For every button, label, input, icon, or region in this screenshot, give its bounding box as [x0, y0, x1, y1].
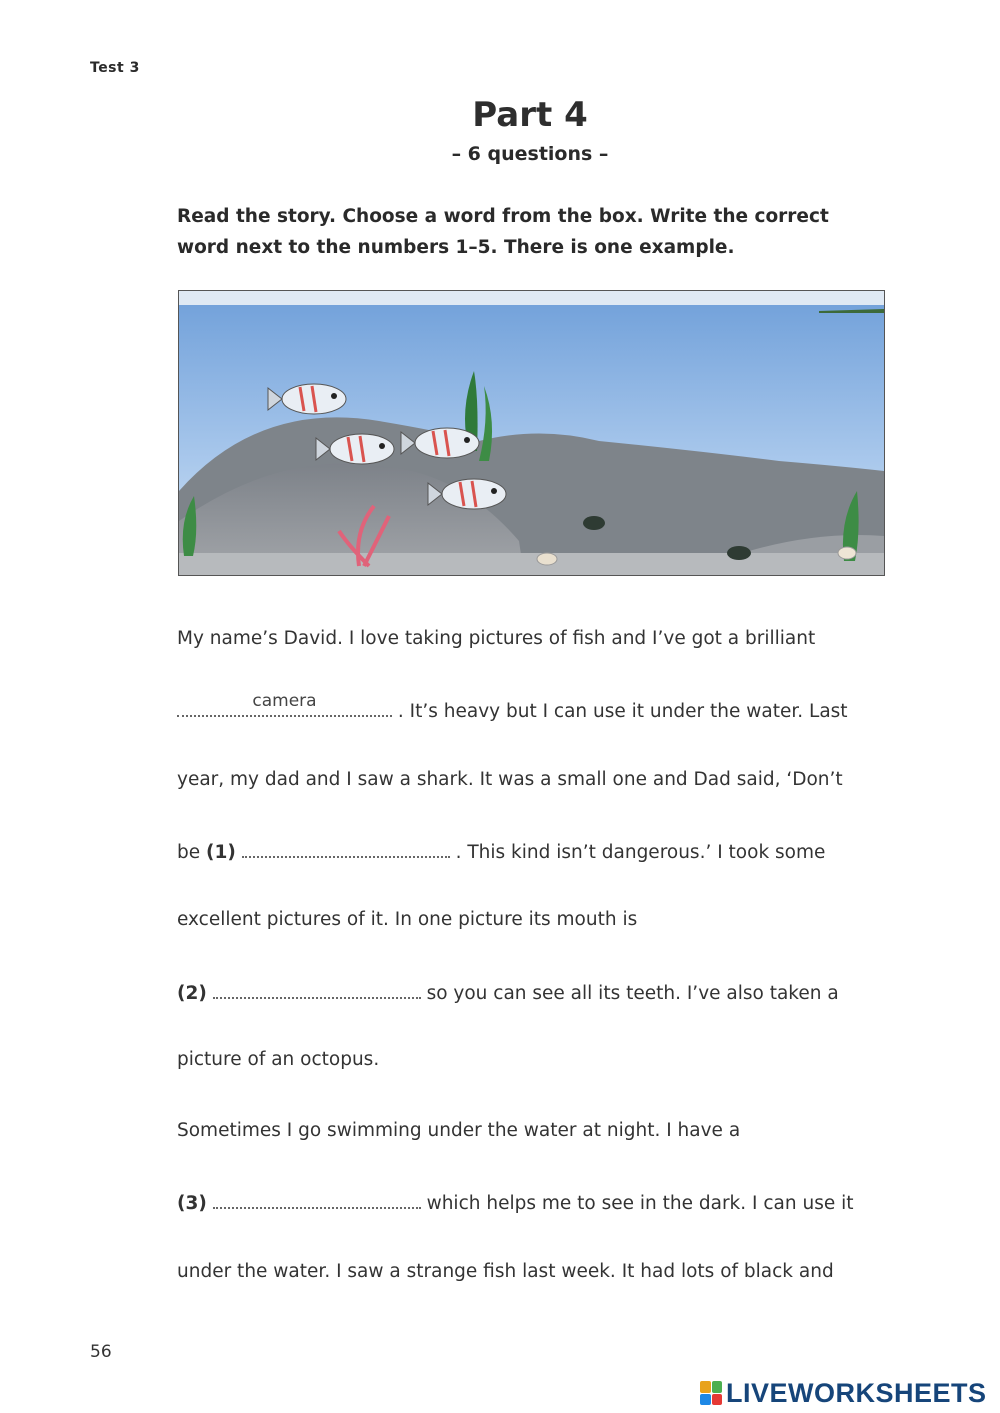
shell: [838, 547, 856, 559]
story-line-4: [177, 838, 897, 865]
story-line-2-text: . It’s heavy but I can use it under the water. Last: [397, 701, 848, 722]
story-line-6: [177, 979, 897, 1006]
test-label: Test 3: [90, 60, 140, 76]
page-number: 56: [90, 1342, 112, 1362]
part-title: Part 4: [472, 95, 588, 135]
stone: [727, 546, 751, 560]
brand-name: LIVEWORKSHEETS: [726, 1377, 987, 1408]
answer-gap-2[interactable]: [213, 979, 421, 999]
story-line-8: Sometimes I go swimming under the water at night. I have a: [177, 1120, 741, 1141]
story-line-9-text: which helps me to see in the dark. I can use it: [426, 1193, 854, 1214]
story-line-10: under the water. I saw a strange fish last week. It had lots of black and: [177, 1261, 834, 1282]
question-number-3: (3): [177, 1193, 207, 1214]
sea-floor: [179, 553, 884, 575]
underwater-scene-svg: [179, 291, 884, 575]
part-subtitle: – 6 questions –: [451, 143, 609, 165]
story-line-6-text: so you can see all its teeth. I’ve also taken a: [426, 983, 839, 1004]
story-line-5: excellent pictures of it. In one picture its mouth is: [177, 909, 638, 930]
story-line-9: [177, 1189, 897, 1216]
story-line-7: picture of an octopus.: [177, 1049, 380, 1070]
shell: [537, 553, 557, 565]
answer-gap-1[interactable]: [242, 838, 450, 858]
story-line-4-start: be: [177, 842, 201, 863]
example-gap: [177, 691, 392, 717]
example-answer: camera: [252, 691, 317, 711]
story-line-3: year, my dad and I saw a shark. It was a small one and Dad said, ‘Don’t: [177, 769, 843, 790]
stone: [583, 516, 605, 530]
story-line-4-text: . This kind isn’t dangerous.’ I took some: [455, 842, 826, 863]
instruction-line-1: Read the story. Choose a word from the box. Write the correct: [177, 206, 829, 227]
liveworksheets-logo-icon: [700, 1381, 722, 1405]
liveworksheets-brand[interactable]: [700, 1378, 987, 1408]
instruction-line-2: word next to the numbers 1–5. There is one example.: [177, 237, 735, 258]
story-line-1: My name’s David. I love taking pictures of fish and I’ve got a brilliant: [177, 628, 816, 649]
answer-gap-3[interactable]: [213, 1189, 421, 1209]
water-surface: [179, 291, 884, 305]
question-number-1: (1): [206, 842, 236, 863]
question-number-2: (2): [177, 983, 207, 1004]
story-line-2: [177, 691, 897, 724]
instructions: [177, 201, 877, 263]
underwater-illustration: [178, 290, 885, 576]
